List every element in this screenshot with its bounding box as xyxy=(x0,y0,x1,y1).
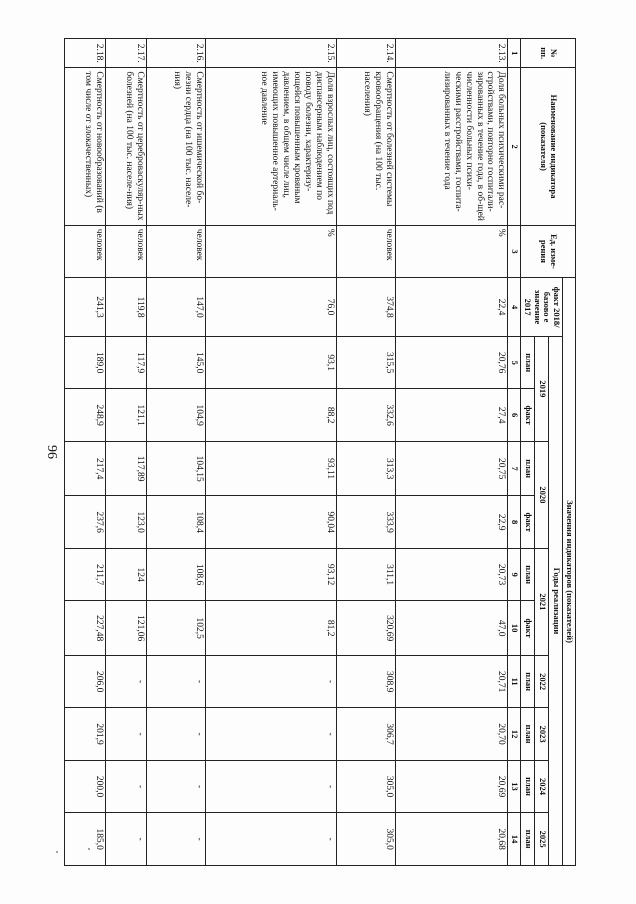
value-cell: 313,3 xyxy=(336,441,395,496)
base-value-cell: 374,8 xyxy=(336,278,395,337)
indicator-name: Доля больных психическими рас-стройствами, повторно госпитали-зированных в течение года, в об-щей численности больных психи-ческими расстройствами, госпита-лизированных в течение года xyxy=(395,68,508,225)
table-row xyxy=(205,39,336,866)
column-number: 12 xyxy=(508,708,521,760)
table-row xyxy=(336,39,395,866)
value-cell: 93,1 xyxy=(205,336,336,388)
value-cell: 90,04 xyxy=(205,496,336,548)
value-cell: - xyxy=(106,813,147,866)
value-cell: 201,9 xyxy=(65,708,106,760)
row-number: 2.17. xyxy=(106,39,147,68)
value-cell: 27,4 xyxy=(395,389,508,441)
header-sub: план xyxy=(521,441,535,496)
value-cell: 81,2 xyxy=(205,601,336,656)
header-unit: Ед. изме-рения xyxy=(521,225,576,277)
header-sub: план xyxy=(521,708,535,760)
header-no: № пп. xyxy=(521,39,576,68)
value-cell: 108,4 xyxy=(147,496,206,548)
value-cell: - xyxy=(147,708,206,760)
header-row-1 xyxy=(563,39,576,866)
indicator-name: Смертность от новообразований (в том числе от злокачественных) xyxy=(65,68,106,225)
value-cell: 145,0 xyxy=(147,336,206,388)
indicator-name: Доля взрослых лиц, состоящих под диспансерным наблюдением по поводу болезни, характеризу-ющейся повышенным кровяным давлением, в общем числе лиц, имеющих повышенное артериаль-ное давление xyxy=(205,68,336,225)
value-cell: 20,73 xyxy=(395,548,508,600)
header-sub: план xyxy=(521,813,535,866)
header-year: 2021 xyxy=(535,548,549,655)
table-row xyxy=(147,39,206,866)
value-cell: - xyxy=(205,655,336,707)
value-cell: 333,9 xyxy=(336,496,395,548)
header-base: факт 2018/базово е значение 2017 xyxy=(521,278,563,337)
value-cell: 189,0 xyxy=(65,336,106,388)
column-number: 14 xyxy=(508,813,521,866)
column-number-row xyxy=(508,39,521,866)
column-number: 9 xyxy=(508,548,521,600)
row-number: 2.18. xyxy=(65,39,106,68)
column-number: 11 xyxy=(508,655,521,707)
value-cell: 88,2 xyxy=(205,389,336,441)
header-year: 2022 xyxy=(535,655,549,707)
value-cell: 305,0 xyxy=(336,760,395,812)
value-cell: 200,0 xyxy=(65,760,106,812)
value-cell: 20,76 xyxy=(395,336,508,388)
value-cell: 20,70 xyxy=(395,708,508,760)
value-cell: 124 xyxy=(106,548,147,600)
value-cell: - xyxy=(106,708,147,760)
header-values-group: Значения индикаторов (показателей) xyxy=(563,278,576,866)
value-cell: 20,68 xyxy=(395,813,508,866)
value-cell: 306,7 xyxy=(336,708,395,760)
value-cell: 248,9 xyxy=(65,389,106,441)
header-name: Наименование индикатора (показателя) xyxy=(521,68,576,225)
column-number: 7 xyxy=(508,441,521,496)
header-year: 2023 xyxy=(535,708,549,760)
value-cell: 308,9 xyxy=(336,655,395,707)
indicator-name: Смертность от ишемической бо-лезни сердца (на 100 тыс. населе-ния) xyxy=(147,68,206,225)
value-cell: - xyxy=(106,760,147,812)
value-cell: 93,12 xyxy=(205,548,336,600)
base-value-cell: 119,8 xyxy=(106,278,147,337)
indicator-table xyxy=(64,38,576,866)
value-cell: - xyxy=(205,708,336,760)
header-year: 2020 xyxy=(535,441,549,548)
base-value-cell: 22,4 xyxy=(395,278,508,337)
base-value-cell: 76,0 xyxy=(205,278,336,337)
unit-cell: % xyxy=(395,225,508,277)
header-sub: план xyxy=(521,548,535,600)
indicator-name: Смертность от болезней системы кровообращения (на 100 тыс. населения) xyxy=(336,68,395,225)
indicator-name: Смертность от цереброваскуляр-ных болезней (на 100 тыс. населе-ния) xyxy=(106,68,147,225)
header-year: 2025 xyxy=(535,813,549,866)
unit-cell: человек xyxy=(147,225,206,277)
column-number: 1 xyxy=(508,39,521,68)
value-cell: - xyxy=(147,760,206,812)
value-cell: - xyxy=(205,813,336,866)
header-sub: факт xyxy=(521,389,535,441)
value-cell: 305,0 xyxy=(336,813,395,866)
column-number: 5 xyxy=(508,336,521,388)
value-cell: 117,89 xyxy=(106,441,147,496)
value-cell: 104,15 xyxy=(147,441,206,496)
scan-speck xyxy=(88,848,90,850)
table-row xyxy=(106,39,147,866)
column-number: 2 xyxy=(508,68,521,225)
unit-cell: человек xyxy=(65,225,106,277)
value-cell: - xyxy=(147,813,206,866)
value-cell: - xyxy=(205,760,336,812)
value-cell: 311,1 xyxy=(336,548,395,600)
header-sub: план xyxy=(521,760,535,812)
column-number: 6 xyxy=(508,389,521,441)
value-cell: 121,06 xyxy=(106,601,147,656)
table-row xyxy=(65,39,106,866)
base-value-cell: 147,0 xyxy=(147,278,206,337)
unit-cell: % xyxy=(205,225,336,277)
value-cell: 47,0 xyxy=(395,601,508,656)
table-row xyxy=(395,39,508,866)
header-sub: план xyxy=(521,336,535,388)
row-number: 2.14. xyxy=(336,39,395,68)
value-cell: - xyxy=(106,655,147,707)
value-cell: 123,0 xyxy=(106,496,147,548)
header-sub: факт xyxy=(521,496,535,548)
value-cell: 20,75 xyxy=(395,441,508,496)
value-cell: 102,5 xyxy=(147,601,206,656)
column-number: 4 xyxy=(508,278,521,337)
column-number: 3 xyxy=(508,225,521,277)
row-number: 2.16. xyxy=(147,39,206,68)
row-number: 2.15. xyxy=(205,39,336,68)
value-cell: 332,6 xyxy=(336,389,395,441)
value-cell: 237,6 xyxy=(65,496,106,548)
column-number: 13 xyxy=(508,760,521,812)
row-number: 2.13. xyxy=(395,39,508,68)
header-sub: факт xyxy=(521,601,535,656)
value-cell: 22,9 xyxy=(395,496,508,548)
header-year: 2019 xyxy=(535,336,549,441)
value-cell: 20,69 xyxy=(395,760,508,812)
value-cell: - xyxy=(147,655,206,707)
value-cell: 104,9 xyxy=(147,389,206,441)
value-cell: 206,0 xyxy=(65,655,106,707)
value-cell: 121,1 xyxy=(106,389,147,441)
value-cell: 320,69 xyxy=(336,601,395,656)
header-years-group: Годы реализации xyxy=(549,336,563,865)
indicator-table-body xyxy=(65,39,508,866)
value-cell: 211,7 xyxy=(65,548,106,600)
base-value-cell: 241,3 xyxy=(65,278,106,337)
header-sub: план xyxy=(521,655,535,707)
page-number: 96 xyxy=(44,445,59,459)
rotated-table-wrapper xyxy=(68,38,576,866)
scan-speck xyxy=(56,851,58,853)
unit-cell: человек xyxy=(106,225,147,277)
header-year: 2024 xyxy=(535,760,549,812)
value-cell: 108,6 xyxy=(147,548,206,600)
column-number: 10 xyxy=(508,601,521,656)
column-number: 8 xyxy=(508,496,521,548)
value-cell: 93,11 xyxy=(205,441,336,496)
value-cell: 117,9 xyxy=(106,336,147,388)
value-cell: 217,4 xyxy=(65,441,106,496)
value-cell: 227,48 xyxy=(65,601,106,656)
value-cell: 185,0 xyxy=(65,813,106,866)
value-cell: 20,71 xyxy=(395,655,508,707)
value-cell: 315,5 xyxy=(336,336,395,388)
unit-cell: человек xyxy=(336,225,395,277)
